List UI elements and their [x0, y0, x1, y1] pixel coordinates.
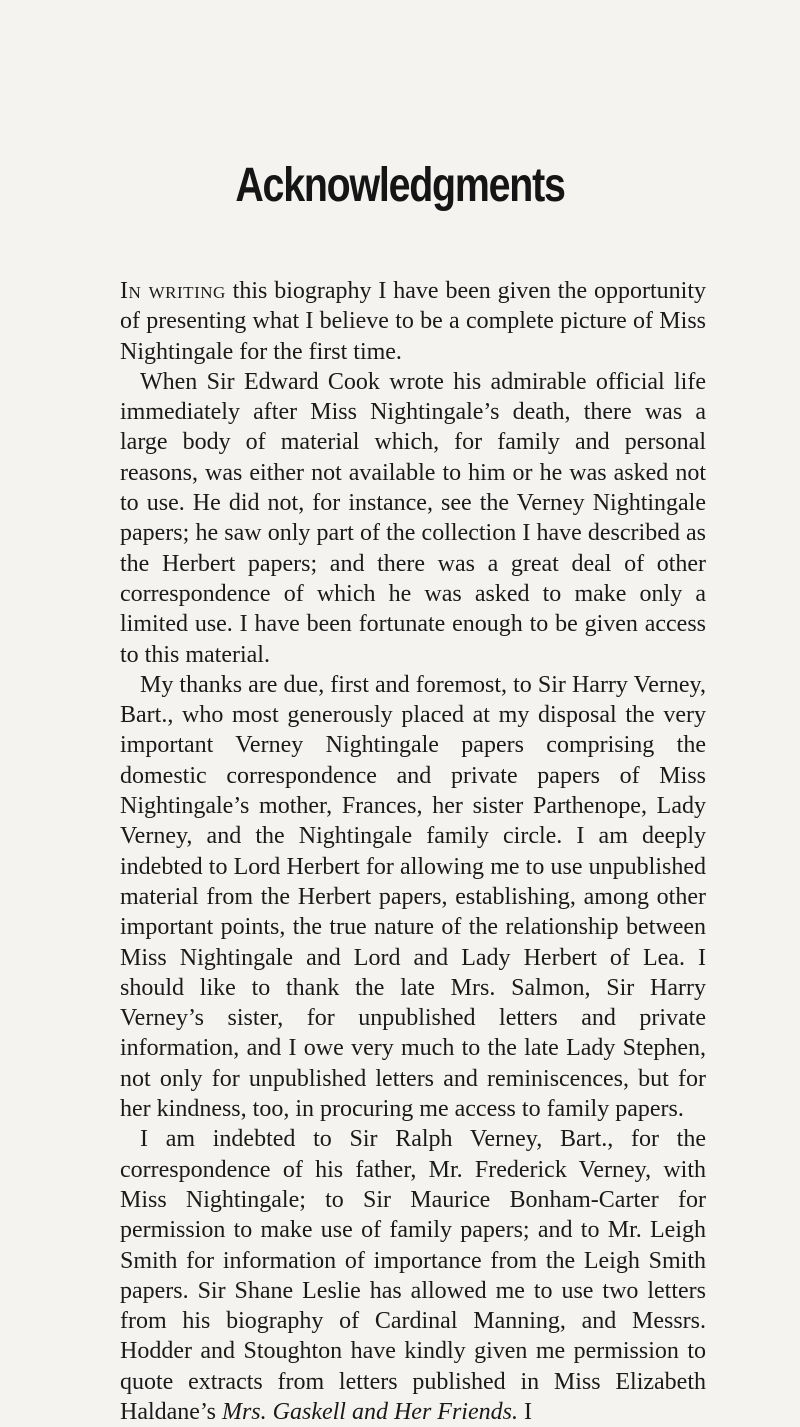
paragraph-2: When Sir Edward Cook wrote his admirable official life immediately after Miss Nightingale’s death, there was a large body of material which, for family and personal reasons, was either not available to him or he was asked not to use. He did not, for instance, see the Verney Nightingale papers; he saw only part of the collection I have described as the Herbert papers; and there was a great deal of other correspondence of which he was asked to make only a limited use. I have been fortunate enough to be given access to this material. [120, 368, 706, 668]
page-title: Acknowledgments [235, 159, 565, 213]
paragraph-3: My thanks are due, first and foremost, to Sir Harry Verney, Bart., who most generously placed at my disposal the very important Verney Nightingale papers comprising the domestic correspondence and private papers of Miss Nightingale’s mother, Frances, her sister Parthenope, Lady Verney, and the Nightingale family circle. I am deeply indebted to Lord Herbert for allowing me to use unpublished material from the Herbert papers, establishing, among other important points, the true nature of the relationship between Miss Nightingale and Lord and Lady Herbert of Lea. I should like to thank the late Mrs. Salmon, Sir Harry Verney’s sister, for unpublished letters and private information, and I owe very much to the late Lady Stephen, not only for unpublished letters and reminiscences, but for her kindness, too, in procuring me access to family papers. [120, 671, 706, 1123]
paragraph-lead-smallcaps: In writing [120, 278, 226, 304]
paragraph-4-text: I am indebted to Sir Ralph Verney, Bart., for the correspondence of his father, Mr. Frederick Verney, with Miss Nightingale; to Sir Maurice Bonham-Carter for permission to make use of family papers; and to Mr. Leigh Smith for information of importance from the Leigh Smith papers. Sir Shane Leslie has allowed me to use two letters from his biography of Cardinal Manning, and Messrs. Hodder and Stoughton have kindly given me permission to quote extracts from letters published in Miss Elizabeth Haldane’s [120, 1126, 706, 1425]
paragraph-4 [120, 1124, 706, 1427]
paragraph-1-text: this biography I have been given the opportunity of presenting what I believe to be a complete picture of Miss Nightingale for the first time. [120, 278, 706, 365]
paragraph-4-tail: I [517, 1398, 532, 1425]
book-title-italic: Mrs. Gaskell and Her Friends. [221, 1398, 518, 1425]
body-text [120, 276, 706, 1427]
paragraph-1 [120, 276, 706, 367]
